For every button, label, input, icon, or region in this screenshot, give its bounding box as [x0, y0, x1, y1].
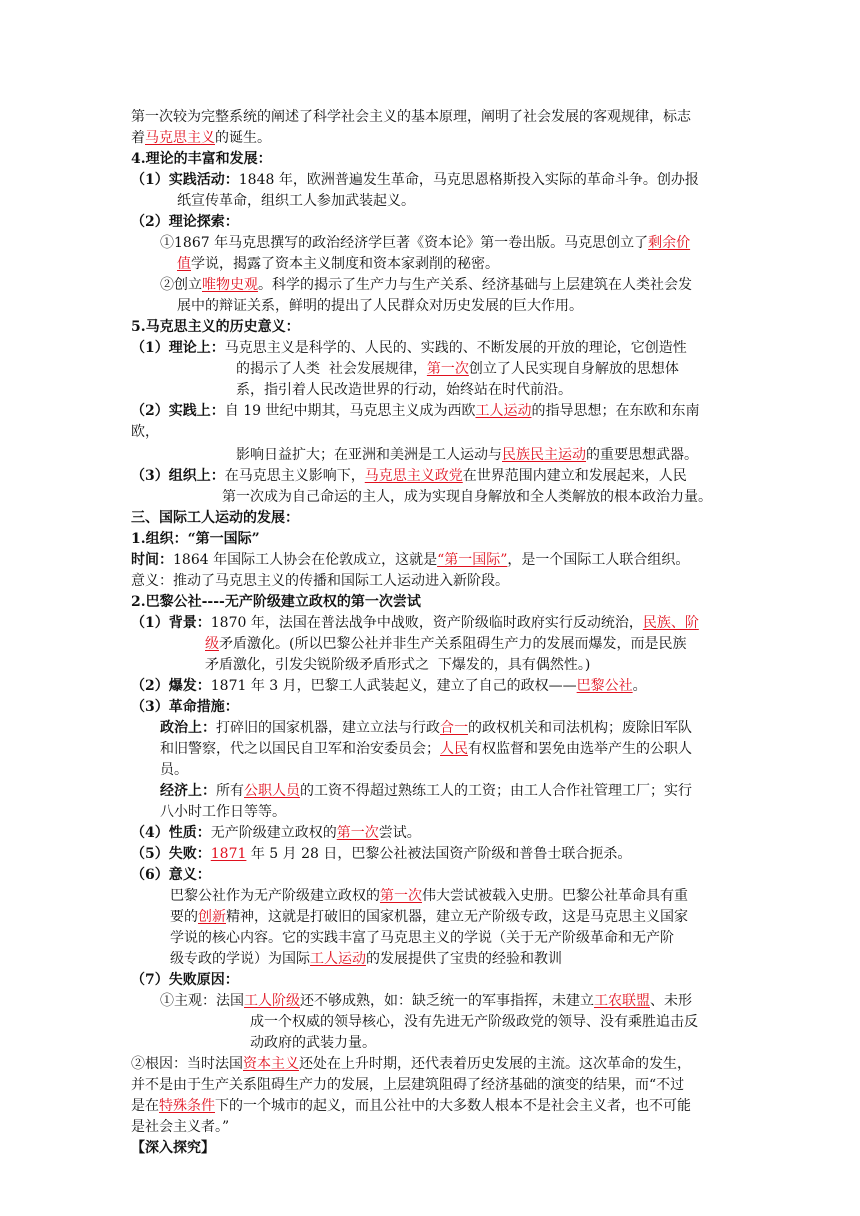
text-run: 的指导思想；在东欧和东南: [531, 403, 700, 419]
text-run: 的诞生。: [215, 130, 271, 146]
text-line: [160, 759, 188, 781]
text-run: 是在: [131, 1098, 159, 1114]
highlighted-term: 第一次: [336, 825, 379, 841]
text-run: 矛盾激化。(所以巴黎公社并非生产关系阻碍生产力的发展而爆发，而是民族: [219, 636, 687, 652]
text-run: 学说，揭露了资本主义制度和资本家剥削的秘密。: [191, 256, 499, 272]
text-line: [131, 421, 159, 443]
text-line: [170, 906, 688, 928]
bold-text: 时间：: [131, 552, 173, 568]
text-line: [236, 444, 698, 466]
text-line: [131, 864, 211, 886]
text-run: 矛盾激化，引发尖锐阶级矛盾形式之 下爆发的，具有偶然性。): [205, 657, 591, 673]
text-line: [131, 1116, 229, 1138]
text-line: [131, 549, 689, 571]
highlighted-term: 工农联盟: [594, 993, 650, 1009]
text-line: [222, 486, 712, 508]
highlighted-term: 工人阶级: [244, 993, 300, 1009]
bold-text: 4.理论的丰富和发展：: [131, 151, 272, 167]
text-line: [131, 969, 239, 991]
text-run: 系，指引着人民改造世界的行动，始终站在时代前沿。: [236, 382, 572, 398]
text-run: 。科学的揭示了生产力与生产关系、经济基础与上层建筑在人类社会发: [258, 277, 692, 293]
text-line: [131, 127, 271, 149]
text-run: 学说的核心内容。它的实践丰富了马克思主义的学说（关于无产阶级革命和无产阶: [170, 930, 674, 946]
text-line: [236, 358, 679, 380]
text-run: 还不够成熟，如：缺乏统一的军事指挥，未建立: [300, 993, 594, 1009]
highlighted-term: 工人运动: [310, 951, 366, 967]
bold-text: （5）失败：: [131, 846, 211, 862]
text-run: 并不是由于生产关系阻碍生产力的发展，上层建筑阻碍了经济基础的演变的结果，而“不过: [131, 1077, 685, 1093]
text-run: 是社会主义者。”: [131, 1119, 230, 1135]
bold-text: （3）革命措施：: [131, 699, 239, 715]
text-run: 员。: [160, 762, 188, 778]
highlighted-term: 第一次: [426, 361, 469, 377]
text-line: [131, 1095, 691, 1117]
text-line: [177, 190, 415, 212]
highlighted-term: 1871: [210, 846, 247, 862]
highlighted-term: 民族、阶: [642, 615, 699, 631]
text-run: 成一个权威的领导核心，没有先进无产阶级政党的领导、没有乘胜追击反: [250, 1014, 698, 1030]
text-line: [131, 1137, 215, 1159]
text-run: 还处在上升时期，还代表着历史发展的主流。这次革命的发生，: [299, 1056, 691, 1072]
text-line: [160, 780, 692, 802]
bold-text: （3）组织上：: [131, 468, 225, 484]
text-line: [177, 253, 499, 275]
text-line: [131, 211, 239, 233]
bold-text: 1.组织：“第一国际”: [131, 531, 260, 547]
text-line: [205, 654, 590, 676]
highlighted-term: “第一国际”: [437, 552, 508, 568]
text-line: [131, 822, 421, 844]
text-line: [205, 633, 686, 655]
text-run: 打碎旧的国家机器，建立立法与行政: [216, 720, 440, 736]
text-line: [131, 570, 509, 592]
text-run: 1870 年，法国在普法战争中战败，资产阶级临时政府实行反动统治，: [210, 615, 643, 631]
text-line: [131, 465, 687, 487]
text-line: [131, 148, 272, 170]
text-run: 1848 年，欧洲普遍发生革命，马克思恩格斯投入实际的革命斗争。创办报: [238, 172, 699, 188]
text-run: 的发展提供了宝贵的经验和教训: [366, 951, 562, 967]
text-line: [131, 612, 699, 634]
text-line: [131, 675, 647, 697]
bold-text: 经济上：: [160, 783, 216, 799]
text-run: 年 5 月 28 日，巴黎公社被法国资产阶级和普鲁士联合扼杀。: [246, 846, 632, 862]
text-run: 动政府的武装力量。: [250, 1035, 376, 1051]
highlighted-term: 特殊条件: [159, 1098, 215, 1114]
text-run: 、未形: [650, 993, 692, 1009]
bold-text: 三、国际工人运动的发展：: [131, 510, 299, 526]
text-run: 创立了人民实现自身解放的思想体: [468, 361, 679, 377]
text-line: [131, 528, 260, 550]
highlighted-term: 合一: [440, 720, 468, 736]
text-run: 在马克思主义影响下，: [224, 468, 365, 484]
bold-text: （2）爆发：: [131, 678, 211, 694]
text-run: 。: [632, 678, 647, 694]
text-run: 1871 年 3 月，巴黎工人武装起义，建立了自己的政权——: [210, 678, 577, 694]
text-line: [131, 337, 687, 359]
text-run: 1864 年国际工人协会在伦敦成立，这就是: [173, 552, 438, 568]
bold-text: 2.巴黎公社----无产阶级建立政权的第一次尝试: [131, 594, 421, 610]
text-line: [131, 316, 300, 338]
text-run: 的重要思想武器。: [586, 447, 698, 463]
highlighted-term: 公职人员: [244, 783, 300, 799]
bold-text: 【深入探究】: [131, 1140, 215, 1156]
text-line: [160, 738, 692, 760]
text-run: ②根因：当时法国: [131, 1056, 243, 1072]
text-run: 影响日益扩大；在亚洲和美洲是工人运动与: [236, 447, 502, 463]
text-run: 要的: [170, 909, 198, 925]
text-run: 有权监督和罢免由选举产生的公职人: [468, 741, 692, 757]
text-line: [131, 1074, 684, 1096]
text-line: [160, 232, 690, 254]
text-run: ①主观：法国: [160, 993, 244, 1009]
bold-text: （7）失败原因：: [131, 972, 239, 988]
text-run: 所有: [216, 783, 244, 799]
text-run: 的揭示了人类 社会发展规律，: [236, 361, 427, 377]
highlighted-term: 马克思主义: [145, 130, 215, 146]
text-run: 意义：推动了马克思主义的传播和国际工人运动进入新阶段。: [131, 573, 509, 589]
text-run: 着: [131, 130, 145, 146]
highlighted-term: 资本主义: [243, 1056, 299, 1072]
text-run: 展中的辩证关系，鲜明的提出了人民群众对历史发展的巨大作用。: [177, 298, 583, 314]
text-line: [131, 696, 239, 718]
bold-text: （2）实践上：: [131, 403, 225, 419]
bold-text: （2）理论探索：: [131, 214, 239, 230]
text-run: 巴黎公社作为无产阶级建立政权的: [170, 888, 380, 904]
bold-text: （1）理论上：: [131, 340, 225, 356]
text-line: [170, 948, 562, 970]
text-line: [160, 717, 692, 739]
highlighted-term: 级: [205, 636, 219, 652]
bold-text: （6）意义：: [131, 867, 211, 883]
text-run: 八小时工作日等等。: [160, 804, 286, 820]
text-run: 在世界范围内建立和发展起来，人民: [462, 468, 687, 484]
text-line: [250, 1011, 698, 1033]
text-line: [170, 885, 688, 907]
highlighted-term: 剩余价: [648, 235, 691, 251]
text-line: [177, 295, 583, 317]
text-line: [131, 591, 421, 613]
text-run: ②创立: [160, 277, 202, 293]
text-run: 级专政的学说）为国际: [170, 951, 310, 967]
text-run: 下的一个城市的起义，而且公社中的大多数人根本不是社会主义者，也不可能: [215, 1098, 691, 1114]
highlighted-term: 马克思主义政党: [364, 468, 463, 484]
highlighted-term: 民族民主运动: [502, 447, 586, 463]
text-line: [131, 169, 699, 191]
text-line: [170, 927, 674, 949]
bold-text: （1）背景：: [131, 615, 211, 631]
highlighted-term: 巴黎公社: [576, 678, 633, 694]
highlighted-term: 人民: [440, 741, 468, 757]
text-run: 的政权机关和司法机构；废除旧军队: [468, 720, 692, 736]
highlighted-term: 工人运动: [475, 403, 532, 419]
text-line: [131, 843, 631, 865]
text-line: [160, 801, 286, 823]
text-run: ，是一个国际工人联合组织。: [507, 552, 690, 568]
text-line: [236, 379, 572, 401]
bold-text: （4）性质：: [131, 825, 211, 841]
text-run: 纸宣传革命，组织工人参加武装起义。: [177, 193, 415, 209]
text-run: 的工资不得超过熟练工人的工资；由工人合作社管理工厂；实行: [300, 783, 692, 799]
text-run: 欧，: [131, 424, 159, 440]
highlighted-term: 第一次: [380, 888, 422, 904]
text-run: 第一次成为自己命运的主人，成为实现自身解放和全人类解放的根本政治力量。: [222, 489, 712, 505]
text-run: ①1867 年马克思撰写的政治经济学巨著《资本论》第一卷出版。马克思创立了: [160, 235, 649, 251]
text-line: [131, 400, 699, 422]
text-line: [160, 990, 692, 1012]
bold-text: （1）实践活动：: [131, 172, 239, 188]
text-line: [131, 1053, 691, 1075]
text-run: 第一次较为完整系统的阐述了科学社会主义的基本原理，阐明了社会发展的客观规律，标志: [131, 109, 691, 125]
text-run: 无产阶级建立政权的: [210, 825, 337, 841]
text-run: 精神，这就是打破旧的国家机器，建立无产阶级专政，这是马克思主义国家: [226, 909, 688, 925]
highlighted-term: 创新: [198, 909, 226, 925]
text-line: [250, 1032, 376, 1054]
highlighted-term: 唯物史观: [202, 277, 258, 293]
text-line: [160, 274, 692, 296]
text-run: 自 19 世纪中期其，马克思主义成为西欧: [224, 403, 476, 419]
text-line: [131, 106, 691, 128]
bold-text: 政治上：: [160, 720, 216, 736]
text-run: 马克思主义是科学的、人民的、实践的、不断发展的开放的理论，它创造性: [224, 340, 687, 356]
bold-text: 5.马克思主义的历史意义：: [131, 319, 300, 335]
text-run: 伟大尝试被载入史册。巴黎公社革命具有重: [422, 888, 688, 904]
text-line: [131, 507, 299, 529]
highlighted-term: 值: [177, 256, 191, 272]
text-run: 和旧警察，代之以国民自卫军和治安委员会；: [160, 741, 440, 757]
text-run: 尝试。: [378, 825, 421, 841]
